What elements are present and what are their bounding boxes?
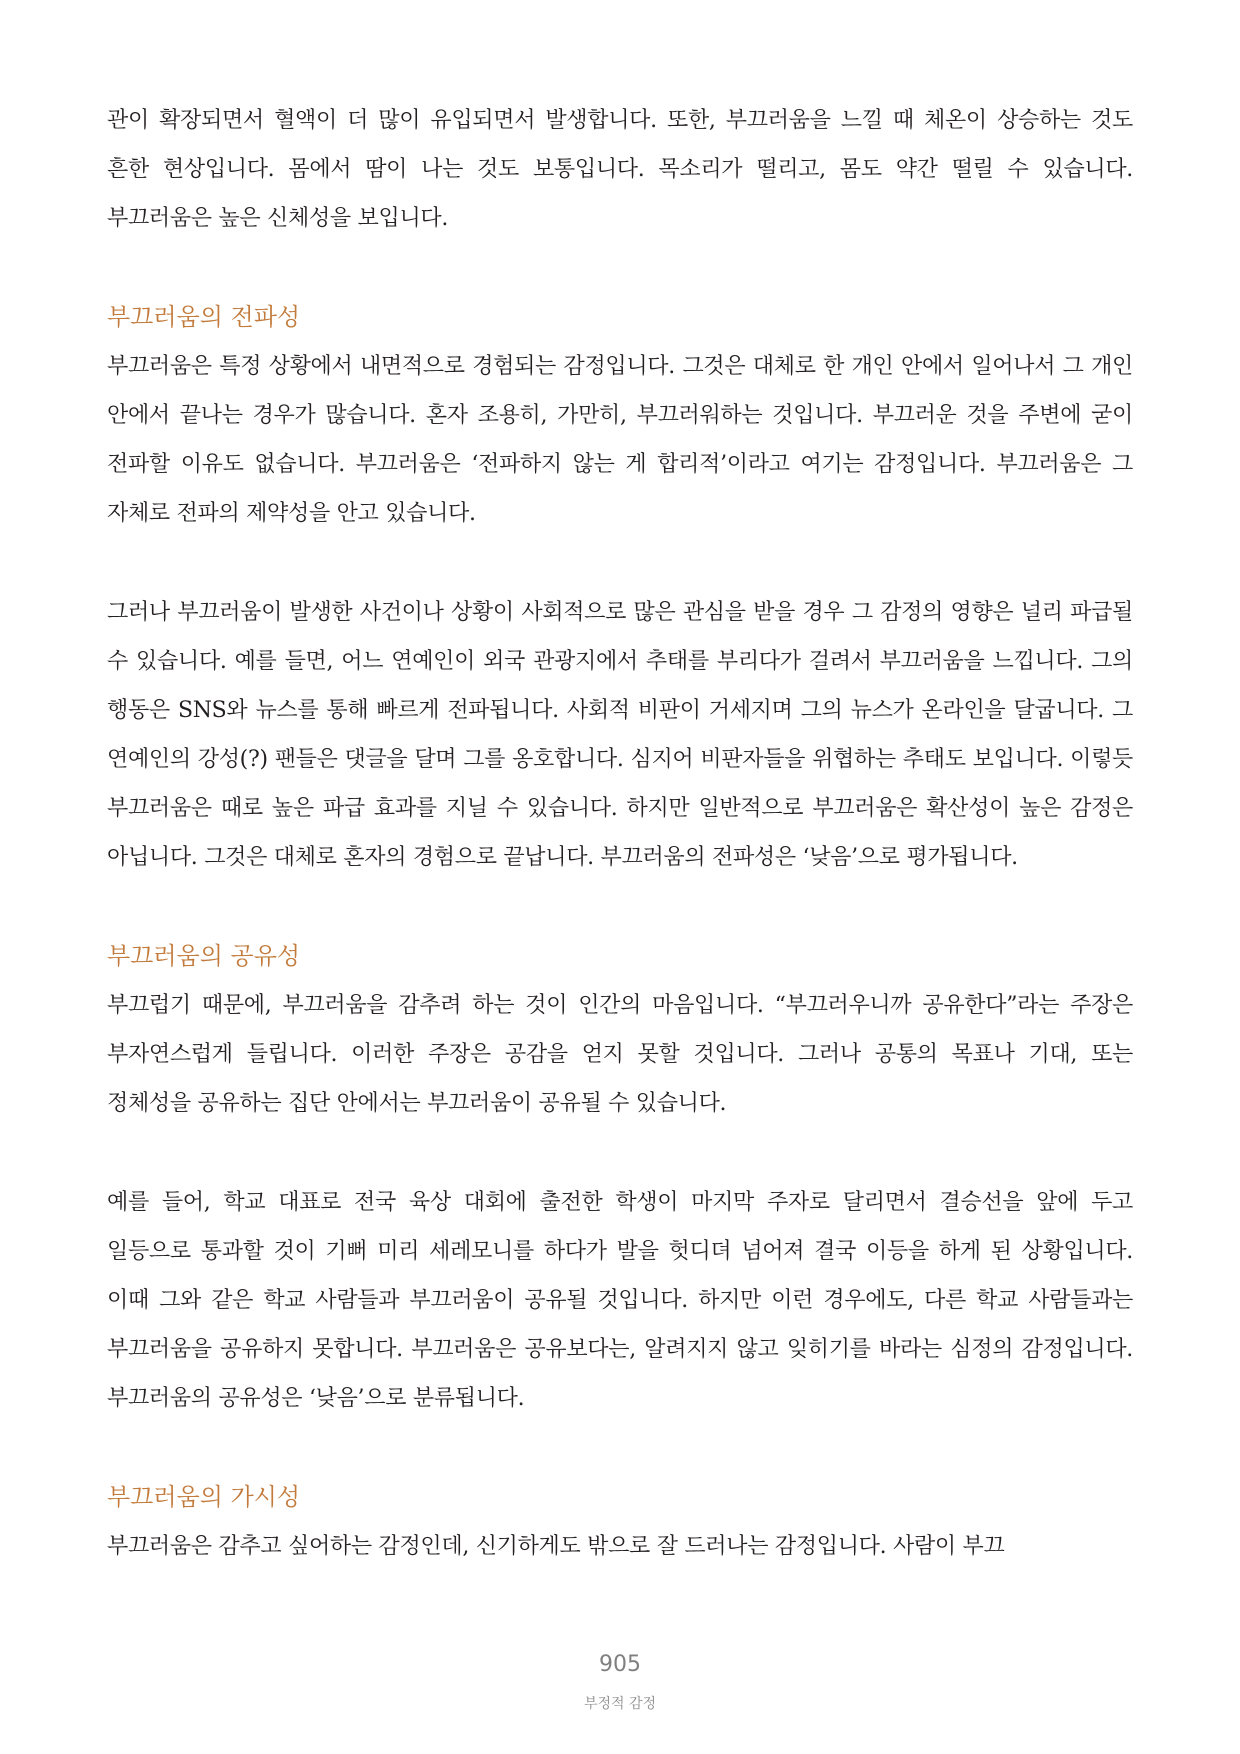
paragraph-spacer: [107, 1128, 1133, 1178]
body-paragraph: 부끄러움은 감추고 싶어하는 감정인데, 신기하게도 밖으로 잘 드러나는 감정입니다. 사람이 부끄: [107, 1534, 1005, 1559]
running-footer-title: 부정적 감정: [583, 1696, 657, 1712]
section-heading-spread: 부끄러움의 전파성: [107, 303, 301, 331]
body-paragraph: 예를 들어, 학교 대표로 전국 육상 대회에 출전한 학생이 마지막 주자로 달리면서 결승선을 앞에 두고 일등으로 통과할 것이 기뻐 미리 세레모니를 하다가 발을 헛디뎌 넘어져 결국 이등을 하게 된 상황입니다. 이때 그와 같은 학교 사람들과 부끄러움이 공유될 것입니다. 하지만 이런 경우에도, 다른 학교 사람들과는 부끄러움을 공유하지 못합니다. 부끄러움은 공유보다는, 알려지지 않고 잊히기를 바라는 심정의 감정입니다. 부끄러움의 공유성은 ‘낮음’으로 분류됩니다.: [107, 1190, 1133, 1411]
page-number: 905: [599, 1652, 641, 1677]
paragraph-spacer: [107, 882, 1133, 932]
section-heading-sharing: 부끄러움의 공유성: [107, 942, 301, 970]
body-paragraph: 부끄럽기 때문에, 부끄러움을 감추려 하는 것이 인간의 마음입니다. “부끄러우니까 공유한다”라는 주장은 부자연스럽게 들립니다. 이러한 주장은 공감을 얻지 못할 것입니다. 그러나 공통의 목표나 기대, 또는 정체성을 공유하는 집단 안에서는 부끄러움이 공유될 수 있습니다.: [107, 993, 1133, 1116]
paragraph-spacer: [107, 1423, 1133, 1473]
page-body: [107, 96, 1133, 1571]
body-paragraph: 관이 확장되면서 혈액이 더 많이 유입되면서 발생합니다. 또한, 부끄러움을 느낄 때 체온이 상승하는 것도 흔한 현상입니다. 몸에서 땀이 나는 것도 보통입니다. 목소리가 떨리고, 몸도 약간 떨릴 수 있습니다. 부끄러움은 높은 신체성을 보입니다.: [107, 108, 1133, 231]
paragraph-spacer: [107, 538, 1133, 588]
paragraph-spacer: [107, 243, 1133, 293]
body-paragraph: 부끄러움은 특정 상황에서 내면적으로 경험되는 감정입니다. 그것은 대체로 한 개인 안에서 일어나서 그 개인 안에서 끝나는 경우가 많습니다. 혼자 조용히, 가만히, 부끄러워하는 것입니다. 부끄러운 것을 주변에 굳이 전파할 이유도 없습니다. 부끄러움은 ‘전파하지 않는 게 합리적’이라고 여기는 감정입니다. 부끄러움은 그 자체로 전파의 제약성을 안고 있습니다.: [107, 354, 1133, 526]
section-heading-visibility: 부끄러움의 가시성: [107, 1483, 301, 1511]
body-paragraph: 그러나 부끄러움이 발생한 사건이나 상황이 사회적으로 많은 관심을 받을 경우 그 감정의 영향은 널리 파급될 수 있습니다. 예를 들면, 어느 연예인이 외국 관광지에서 추태를 부리다가 걸려서 부끄러움을 느낍니다. 그의 행동은 SNS와 뉴스를 통해 빠르게 전파됩니다. 사회적 비판이 거세지며 그의 뉴스가 온라인을 달굽니다. 그 연예인의 강성(?) 팬들은 댓글을 달며 그를 옹호합니다. 심지어 비판자들을 위협하는 추태도 보입니다. 이렇듯 부끄러움은 때로 높은 파급 효과를 지닐 수 있습니다. 하지만 일반적으로 부끄러움은 확산성이 높은 감정은 아닙니다. 그것은 대체로 혼자의 경험으로 끝납니다. 부끄러움의 전파성은 ‘낮음’으로 평가됩니다.: [107, 600, 1133, 870]
